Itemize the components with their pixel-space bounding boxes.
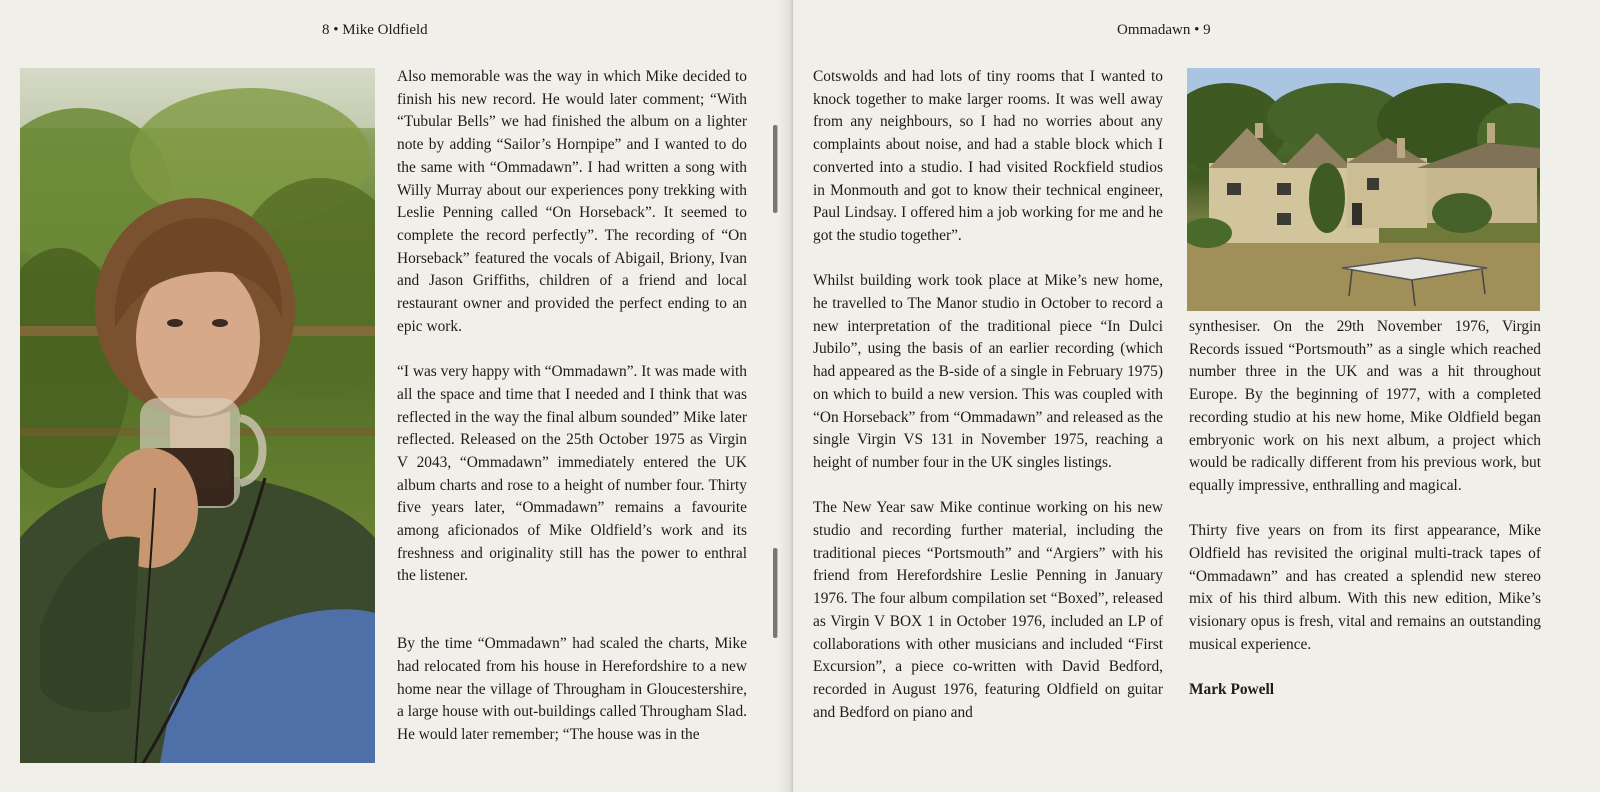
paragraph-thirty-five-years: Thirty five years on from its first appearance, Mike Oldfield has revisited the original multi-track tapes of “Ommadawn” and has created a splendid new stereo mix of his third album. With this new edition, Mike’s visionary opus is fresh, vital and remains an outstanding musical experience. [1189,522,1541,653]
paragraph-finish-record: Also memorable was the way in which Mike decided to finish his new record. He would later comment; “With “Tubular Bells” we had finished the album on a lighter note by adding “Sailor’s Hornpipe” and I wanted to do the same with “Ommadawn”. I had written a song with Willy Murray about our experiences pony trekking with Leslie Penning called “On Horseback”. It seemed to complete the record perfectly”. The recording of “On Horseback” featured the vocals of Abigail, Briony, Ivan and Jason Griffiths, children of a friend and local restaurant owner and provided the perfect ending to an epic work. [397,68,747,335]
paragraph-portsmouth-single: synthesiser. On the 29th November 1976, Virgin Records issued “Portsmouth” as a single which reached number three in the UK and was a hit throughout Europe. By the beginning of 1977, with a completed recording studio at his new home, Mike Oldfield began embryonic work on his next album, a project which would be radically different from his previous work, but equally impressive, enthralling and magical. [1189,318,1541,494]
author-signature: Mark Powell [1189,681,1275,699]
paragraph-manor-studio: Whilst building work took place at Mike’s new home, he travelled to The Manor studio in October to record a new interpretation of the traditional piece “In Dulci Jubilo”, using the basis of an earlier recording (which had appeared as the B-side of a single in February 1975) on which to build a new version. This was coupled with “On Horseback” from “Ommadawn” and released as the single Virgin VS 131 in November 1975, reaching a height of number four in the UK singles listings. [813,272,1163,471]
paragraph-cotswolds: Cotswolds and had lots of tiny rooms that I wanted to knock together to make larger rooms. It was well away from any neighbours, so I had no worries about any complaints about noise, and had a stable block which I converted into a studio. I had visited Rockfield studios in Monmouth and got to know their technical engineer, Paul Lindsay. I offered him a job working for me and he got the studio together”. [813,68,1163,244]
portrait-photo [20,68,375,763]
paragraph-relocated: By the time “Ommadawn” had scaled the charts, Mike had relocated from his house in Herefordshire to a new home near the village of Througham in Gloucestershire, a large house with out-buildings called Througham Slad. He would later remember; “The house was in the [397,635,747,743]
house-illustration [1187,68,1540,311]
portrait-illustration [20,68,375,763]
paragraph-very-happy: “I was very happy with “Ommadawn”. It was made with all the space and time that I needed and I think that was reflected in the way the final album sounded” Mike later reflected. Released on the 25th October 1975 as Virgin V 2043, “Ommadawn” immediately entered the UK album charts and rose to a height of number four. Thirty five years later, “Ommadawn” remains a favourite among aficionados of Mike Oldfield’s work and its freshness and originality still has the power to enthral the listener. [397,363,747,585]
right-running-head: Ommadawn • 9 [1117,22,1211,38]
left-page [0,0,790,792]
left-text-column [397,66,747,769]
upper-staple [773,125,777,213]
lower-staple [773,548,777,638]
right-text-column-1 [813,66,1163,747]
house-photo [1187,68,1540,311]
left-running-head: 8 • Mike Oldfield [322,22,428,38]
right-text-column-2 [1189,316,1541,725]
paragraph-new-year: The New Year saw Mike continue working on his new studio and recording further material, including the traditional pieces “Portsmouth” and “Argiers” with his friend from Herefordshire Leslie Penning in January 1976. The four album compilation set “Boxed”, released as Virgin V BOX 1 in October 1976, included an LP of collaborations with other musicians and included “First Excursion”, a piece co-written with David Bedford, recorded in August 1976, featuring Oldfield on guitar and Bedford on piano and [813,499,1163,721]
